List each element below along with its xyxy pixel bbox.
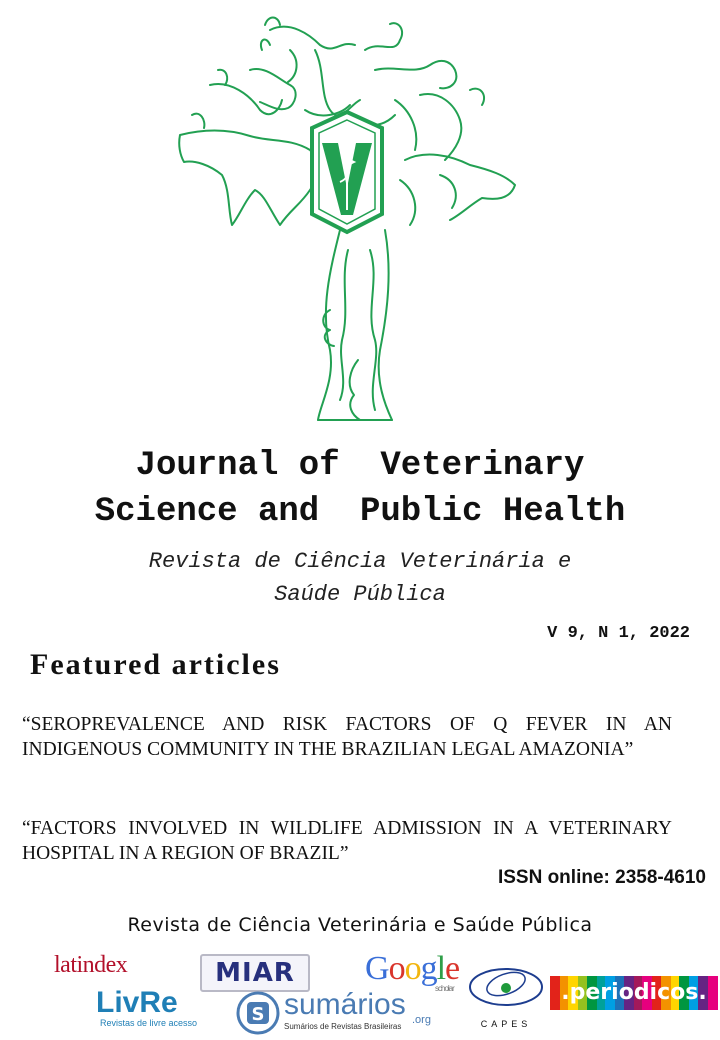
sumarios-logo-text: sumários — [284, 988, 406, 1021]
periodicos-logo — [550, 976, 718, 1010]
featured-article-2: “FACTORS INVOLVED IN WILDLIFE ADMISSION IN A VETERINARY HOSPITAL IN A REGION OF BRAZIL” — [22, 818, 672, 864]
sumarios-logo-subtext: Sumários de Revistas Brasileiras — [284, 1022, 402, 1031]
volume-issue: V 9, N 1, 2022 — [547, 624, 690, 643]
sumarios-org-text: .org — [412, 1014, 431, 1026]
journal-subtitle-line2: Saúde Pública — [274, 582, 446, 607]
latindex-logo: latindex — [54, 952, 128, 978]
capes-logo-text: CAPES — [480, 1019, 532, 1029]
journal-subtitle-line1: Revista de Ciência Veterinária e — [148, 549, 572, 574]
miar-logo — [200, 954, 310, 992]
livre-logo — [96, 988, 197, 1028]
featured-article-1: “SEROPREVALENCE AND RISK FACTORS OF Q FEVER IN AN INDIGENOUS COMMUNITY IN THE BRAZILIAN LEGAL AMAZONIA” — [22, 714, 672, 760]
miar-logo-text: MIAR — [215, 958, 295, 988]
journal-title-line2: Science and Public Health — [94, 493, 626, 531]
featured-articles-heading: Featured articles — [30, 648, 281, 681]
issn-online: ISSN online: 2358-4610 — [497, 867, 706, 888]
footer-journal-name: Revista de Ciência Veterinária e Saúde Pública — [127, 914, 593, 936]
periodicos-logo-text: .periodicos. — [561, 980, 707, 1005]
google-scholar-subtext: scholar — [435, 984, 454, 993]
capes-emblem-icon — [466, 962, 546, 1012]
veterinary-tree-logo-icon — [170, 10, 550, 430]
caduceus-v-icon — [312, 112, 382, 232]
capes-logo — [466, 962, 546, 1029]
livre-logo-subtext: Revistas de livre acesso — [100, 1018, 198, 1028]
journal-title-line1: Journal of Veterinary — [135, 447, 585, 485]
livre-logo-text: LivRe — [96, 986, 178, 1019]
svg-text:S: S — [251, 1004, 265, 1025]
google-logo-text: Google — [365, 950, 460, 987]
google-scholar-logo — [365, 950, 460, 993]
sumarios-s-icon — [236, 990, 280, 1036]
sumarios-logo — [236, 990, 436, 1036]
